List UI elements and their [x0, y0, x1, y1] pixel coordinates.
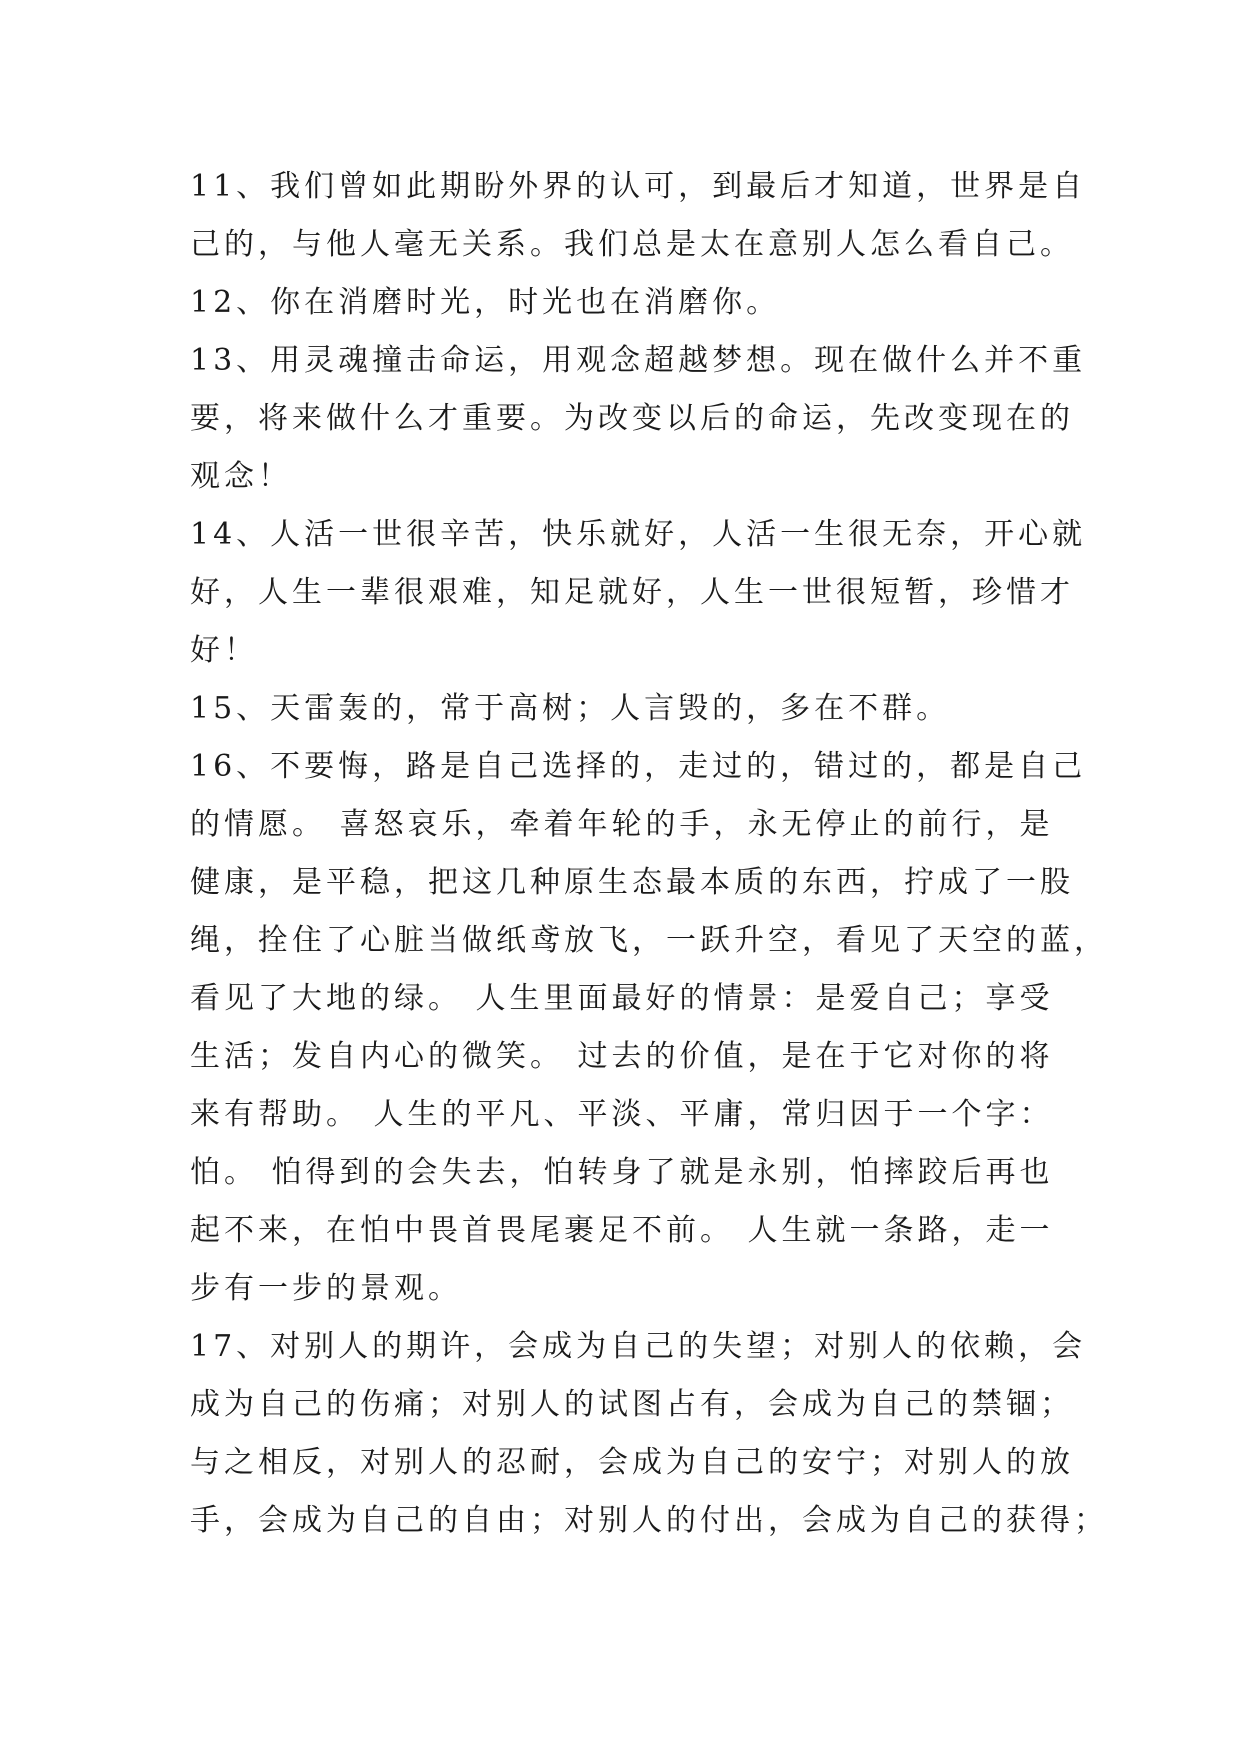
- text-line: 起不来，在怕中畏首畏尾裹足不前。 人生就一条路，走一: [190, 1213, 1054, 1248]
- text-line: 步有一步的景观。: [190, 1271, 462, 1306]
- text-body: [190, 158, 1220, 1550]
- text-line: 15、天雷轰的，常于高树；人言毁的，多在不群。: [190, 691, 951, 726]
- text-line: 13、用灵魂撞击命运，用观念超越梦想。现在做什么并不重: [190, 343, 1087, 378]
- text-line: 16、不要悔，路是自己选择的，走过的，错过的，都是自己: [190, 749, 1087, 784]
- text-line: 观念！: [190, 459, 292, 494]
- text-line: 生活；发自内心的微笑。 过去的价值，是在于它对你的将: [190, 1039, 1054, 1074]
- text-line: 14、人活一世很辛苦，快乐就好，人活一生很无奈，开心就: [190, 517, 1087, 552]
- text-line: 12、你在消磨时光，时光也在消磨你。: [190, 285, 781, 320]
- text-line: 绳，拴住了心脏当做纸鸢放飞，一跃升空，看见了天空的蓝，: [190, 923, 1108, 958]
- text-line: 11、我们曾如此期盼外界的认可，到最后才知道，世界是自: [190, 169, 1087, 204]
- text-line: 好！: [190, 633, 258, 668]
- text-line: 己的，与他人毫无关系。我们总是太在意别人怎么看自己。: [190, 227, 1074, 262]
- text-line: 要，将来做什么才重要。为改变以后的命运，先改变现在的: [190, 401, 1074, 436]
- text-line: 好，人生一辈很艰难，知足就好，人生一世很短暂，珍惜才: [190, 575, 1074, 610]
- text-line: 手，会成为自己的自由；对别人的付出，会成为自己的获得；: [190, 1503, 1108, 1538]
- text-line: 17、对别人的期许，会成为自己的失望；对别人的依赖，会: [190, 1329, 1087, 1364]
- text-line: 来有帮助。 人生的平凡、平淡、平庸，常归因于一个字：: [190, 1097, 1054, 1132]
- text-line: 健康，是平稳，把这几种原生态最本质的东西，拧成了一股: [190, 865, 1074, 900]
- text-line: 怕。 怕得到的会失去，怕转身了就是永别，怕摔跤后再也: [190, 1155, 1054, 1190]
- text-line: 的情愿。 喜怒哀乐，牵着年轮的手，永无停止的前行，是: [190, 807, 1054, 842]
- text-line: 成为自己的伤痛；对别人的试图占有，会成为自己的禁锢；: [190, 1387, 1074, 1422]
- text-line: 与之相反，对别人的忍耐，会成为自己的安宁；对别人的放: [190, 1445, 1074, 1480]
- text-line: 看见了大地的绿。 人生里面最好的情景：是爱自己；享受: [190, 981, 1054, 1016]
